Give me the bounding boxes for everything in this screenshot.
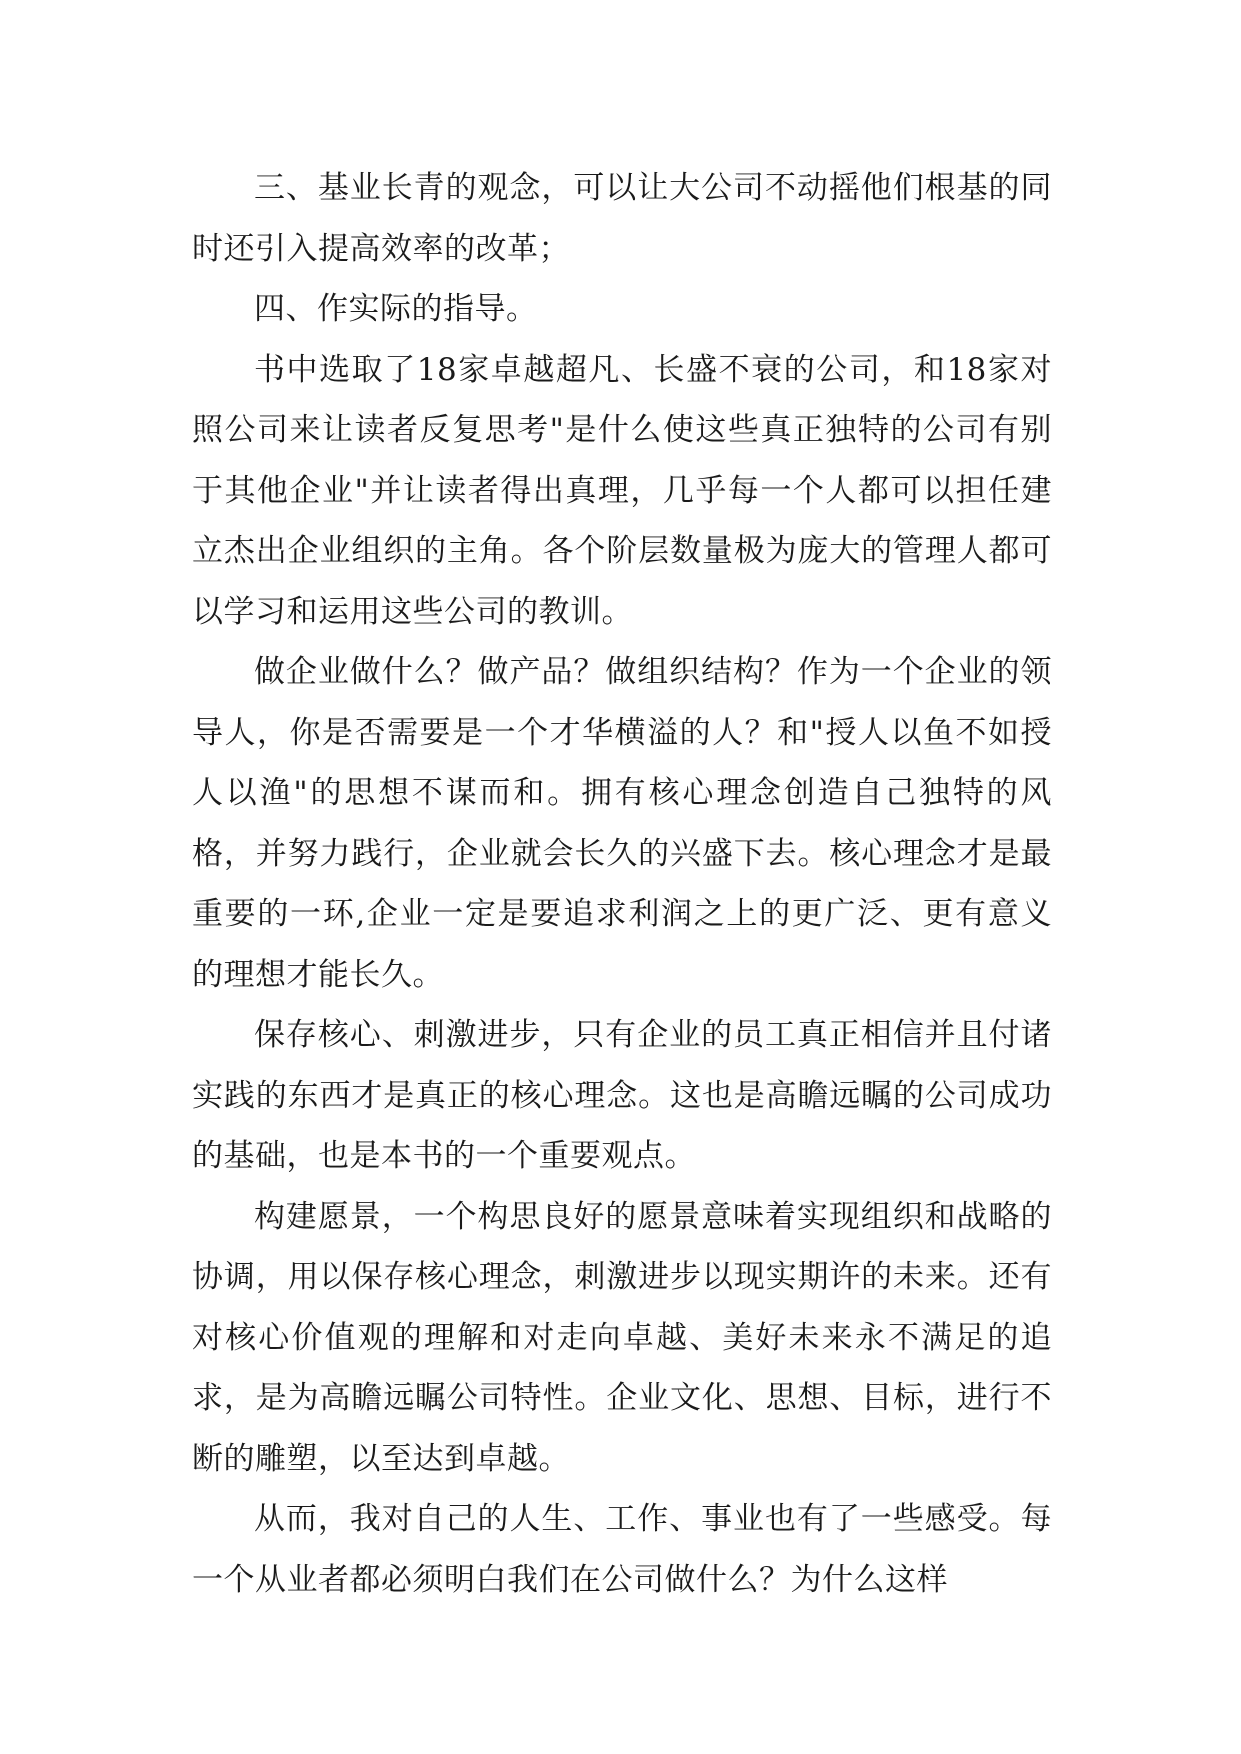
paragraph: 构建愿景，一个构思良好的愿景意味着实现组织和战略的协调，用以保存核心理念，刺激进步以现实期许的未来。还有对核心价值观的理解和对走向卓越、美好未来永不满足的追求，是为高瞻远瞩公司特性。企业文化、思想、目标，进行不断的雕塑，以至达到卓越。 [192,1198,1052,1477]
paragraph: 做企业做什么？做产品？做组织结构？作为一个企业的领导人，你是否需要是一个才华横溢的人？和"授人以鱼不如授人以渔"的思想不谋而和。拥有核心理念创造自己独特的风格，并努力践行，企业就会长久的兴盛下去。核心理念才是最重要的一环,企业一定是要追求利润之上的更广泛、更有意义的理想才能长久。 [192,654,1052,993]
paragraph: 三、基业长青的观念，可以让大公司不动摇他们根基的同时还引入提高效率的改革； [192,170,1052,267]
document-body [192,158,1052,1610]
paragraph: 四、作实际的指导。 [254,291,538,327]
paragraph: 保存核心、刺激进步，只有企业的员工真正相信并且付诸实践的东西才是真正的核心理念。这也是高瞻远瞩的公司成功的基础，也是本书的一个重要观点。 [192,1017,1052,1174]
paragraph: 从而，我对自己的人生、工作、事业也有了一些感受。每一个从业者都必须明白我们在公司做什么？为什么这样 [192,1501,1052,1598]
paragraph: 书中选取了18家卓越超凡、长盛不衰的公司，和18家对照公司来让读者反复思考"是什么使这些真正独特的公司有别于其他企业"并让读者得出真理，几乎每一个人都可以担任建立杰出企业组织的主角。各个阶层数量极为庞大的管理人都可以学习和运用这些公司的教训。 [192,351,1052,630]
